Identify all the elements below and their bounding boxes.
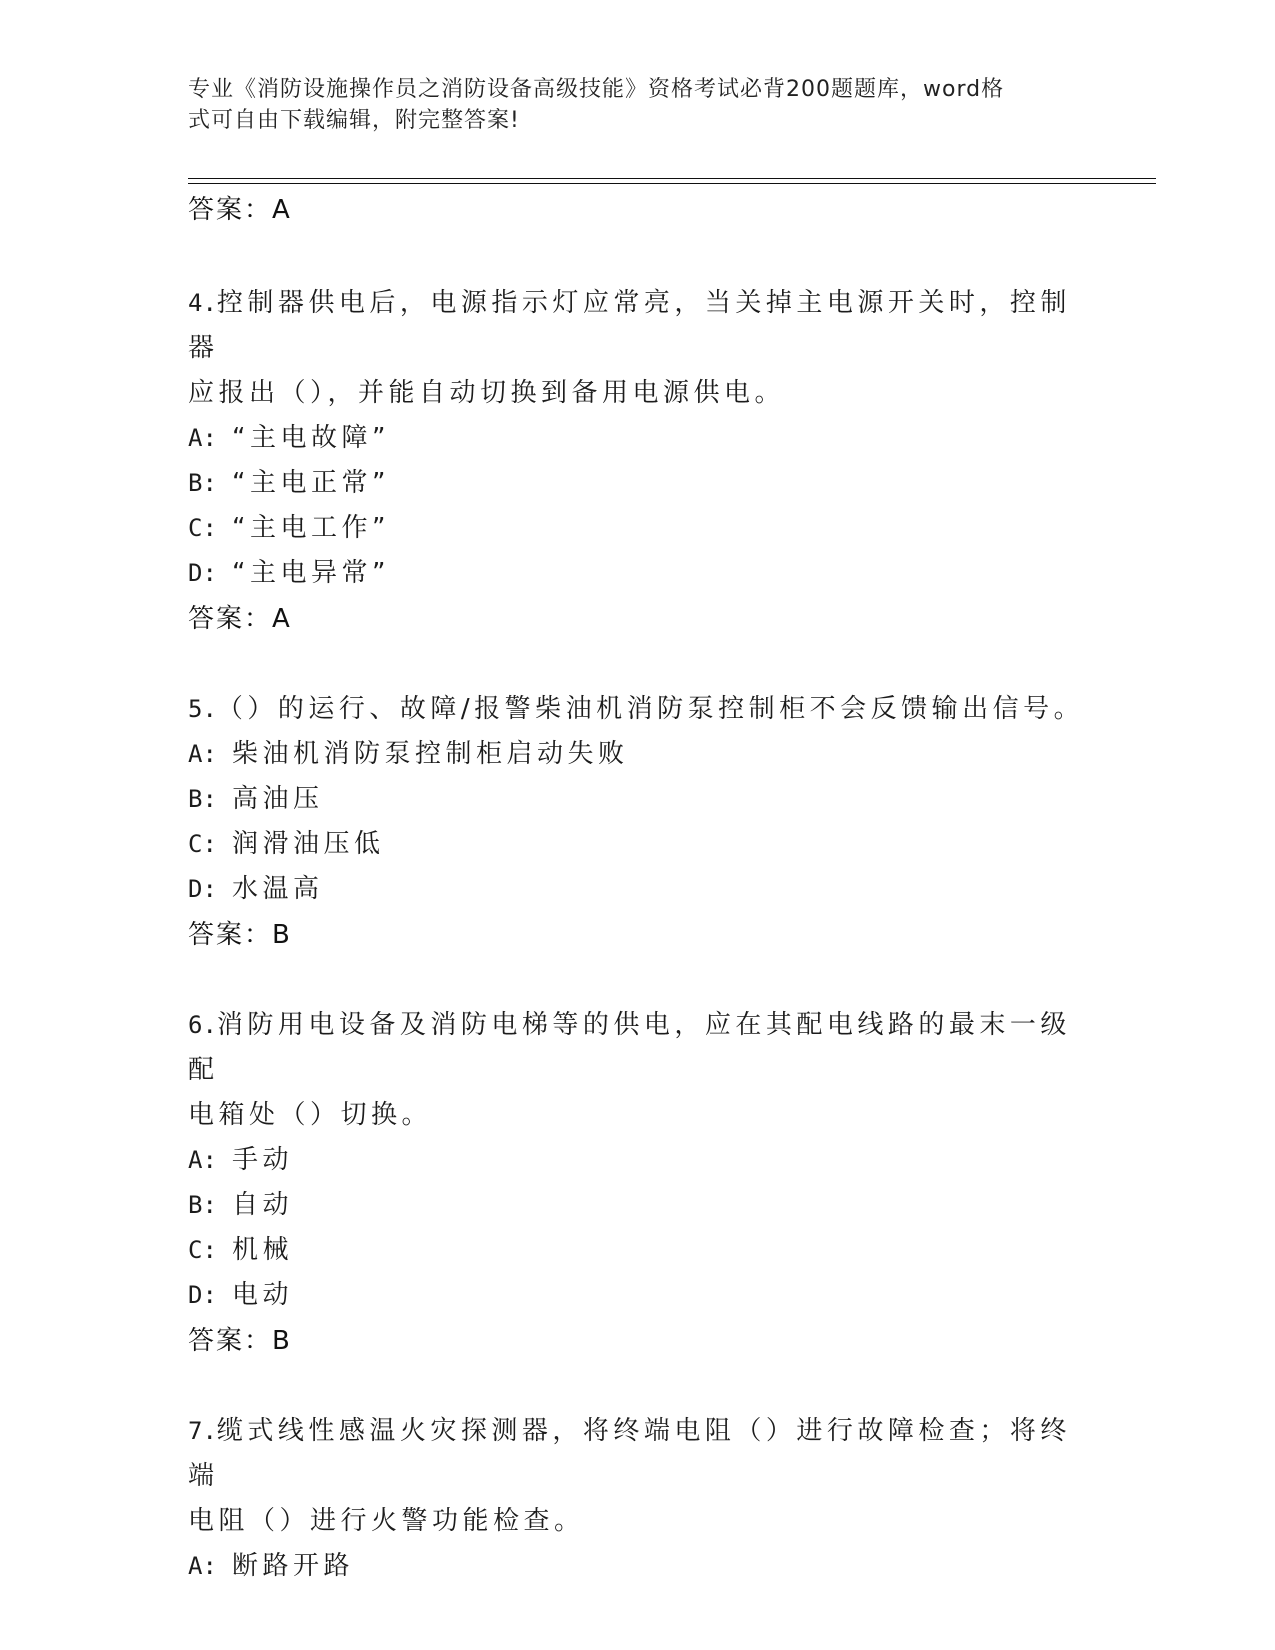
question-number: 4. [188,289,217,317]
option-a: A: 断路开路 [188,1551,355,1581]
option-a: A: 柴油机消防泵控制柜启动失败 [188,739,629,769]
option-b: B: 自动 [188,1190,294,1220]
question-5 [188,687,1088,732]
question-7 [188,1409,1088,1544]
answer-line: 答案：B [188,920,292,950]
question-text-line-2: 应报出（），并能自动切换到备用电源供电。 [188,378,786,408]
option-b: B: 高油压 [188,784,324,814]
header-line-2: 式可自由下载编辑，附完整答案! [188,108,520,133]
question-4 [188,281,1088,416]
header-line-1: 专业《消防设施操作员之消防设备高级技能》资格考试必背200题题库，word格 [188,77,1005,102]
question-number: 7. [188,1417,217,1445]
option-d: D: 电动 [188,1280,294,1310]
answer-line: 答案：B [188,1326,292,1356]
question-text-line-2: 电箱处（）切换。 [188,1100,433,1130]
option-c: C: 机械 [188,1235,294,1265]
question-text-line-1: 消防用电设备及消防电梯等的供电，应在其配电线路的最末一级配 [188,1010,1071,1085]
page-header [188,74,1068,136]
question-text-line-1: 控制器供电后，电源指示灯应常亮，当关掉主电源开关时，控制器 [188,288,1071,363]
option-c: C: “主电工作” [188,513,390,543]
answer-line: 答案：A [188,195,292,225]
question-text-line-1: （）的运行、故障/报警柴油机消防泵控制柜不会反馈输出信号。 [216,694,1085,724]
option-d: D: 水温高 [188,874,324,904]
option-a: A: “主电故障” [188,423,390,453]
question-number: 6. [188,1011,217,1039]
question-list [188,187,1088,1589]
question-6 [188,1003,1088,1138]
header-divider-bottom [188,183,1156,184]
option-b: B: “主电正常” [188,468,390,498]
question-text-line-2: 电阻（）进行火警功能检查。 [188,1506,585,1536]
option-a: A: 手动 [188,1145,294,1175]
question-text-line-1: 缆式线性感温火灾探测器，将终端电阻（）进行故障检查；将终端 [188,1416,1071,1491]
option-c: C: 润滑油压低 [188,829,385,859]
answer-line: 答案：A [188,604,292,634]
header-divider-top [188,178,1156,179]
option-d: D: “主电异常” [188,558,390,588]
question-number: 5. [188,695,217,723]
